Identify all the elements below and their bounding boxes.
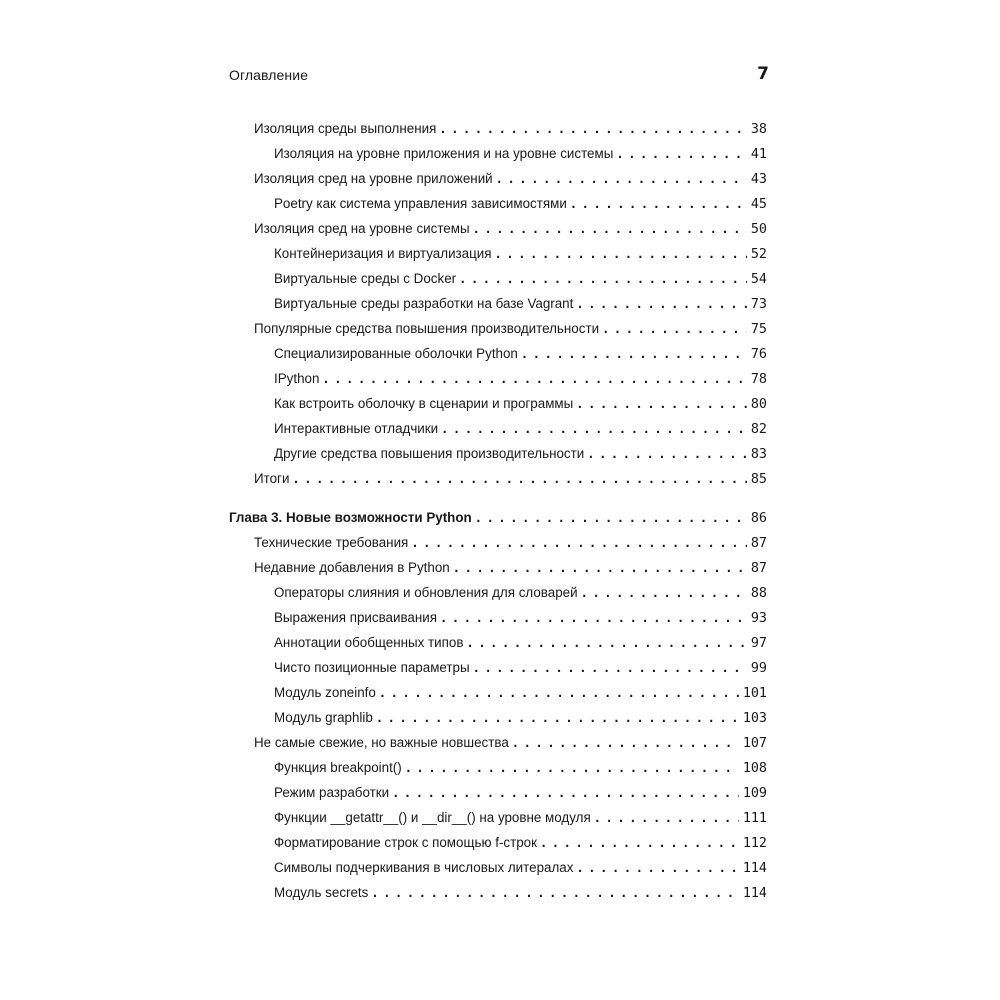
toc-entry: [254, 321, 767, 341]
toc-entry: [274, 710, 767, 730]
toc-dot-leader: [521, 347, 747, 361]
toc-entry-title: Другие средства повышения производительности: [274, 446, 585, 461]
toc-entry-title: Операторы слияния и обновления для словарей: [274, 585, 578, 600]
toc-entry: [274, 810, 767, 830]
toc-dot-leader: [496, 172, 747, 186]
toc-entry-title: Изоляция сред на уровне приложений: [254, 171, 493, 186]
toc-entry: [254, 535, 767, 555]
toc-dot-leader: [473, 661, 747, 675]
toc-entry: [254, 171, 767, 191]
toc-entry-page: 87: [750, 561, 767, 576]
toc-dot-leader: [411, 536, 747, 550]
toc-entry-page: 114: [742, 861, 767, 876]
toc-entry: [274, 296, 767, 316]
toc-entry: [274, 585, 767, 605]
toc-entry-page: 41: [750, 147, 767, 162]
toc-entry-page: 43: [750, 172, 767, 187]
toc-entry-title: Функции __getattr__() и __dir__() на уровне модуля: [274, 810, 591, 825]
toc-entry-title: Poetry как система управления зависимостями: [274, 196, 567, 211]
toc-entry: [274, 196, 767, 216]
toc-entry-page: 103: [742, 711, 767, 726]
toc-entry-title: Изоляция сред на уровне системы: [254, 221, 470, 236]
toc-dot-leader: [392, 786, 739, 800]
toc-entry-title: Контейнеризация и виртуализация: [274, 246, 492, 261]
toc-entry-title: Не самые свежие, но важные новшества: [254, 735, 509, 750]
toc-entry-page: 54: [750, 272, 767, 287]
toc-entry: [274, 660, 767, 680]
toc-dot-leader: [576, 861, 738, 875]
toc-dot-leader: [405, 761, 739, 775]
toc-entry-page: 93: [750, 611, 767, 626]
running-title: Оглавление: [229, 67, 309, 83]
toc-entry: [274, 396, 767, 416]
toc-entry-page: 75: [750, 322, 767, 337]
toc-entry-title: Изоляция на уровне приложения и на уровне системы: [274, 146, 614, 161]
toc-entry: [274, 860, 767, 880]
toc-entry-title: Модуль secrets: [274, 885, 369, 900]
toc-entry-title: Режим разработки: [274, 785, 390, 800]
toc-entry: [274, 346, 767, 366]
toc-entry-page: 45: [750, 197, 767, 212]
toc-entry-page: 109: [742, 786, 767, 801]
toc-entry-page: 87: [750, 536, 767, 551]
toc-entry-page: 76: [750, 347, 767, 362]
toc-dot-leader: [576, 297, 747, 311]
toc-entry: [274, 146, 767, 166]
toc-dot-leader: [441, 422, 747, 436]
toc-dot-leader: [459, 272, 747, 286]
toc-dot-leader: [540, 836, 739, 850]
toc-entry-page: 50: [750, 222, 767, 237]
toc-entry-page: 86: [750, 511, 767, 526]
toc-entry-page: 88: [750, 586, 767, 601]
toc-dot-leader: [439, 122, 747, 136]
toc-entry-title: Функция breakpoint(): [274, 760, 402, 775]
toc-dot-leader: [376, 711, 739, 725]
toc-dot-leader: [602, 322, 747, 336]
toc-dot-leader: [570, 197, 747, 211]
toc-entry-page: 38: [750, 122, 767, 137]
toc-entry-page: 111: [742, 811, 767, 826]
toc-entry: [274, 835, 767, 855]
toc-entry: [274, 785, 767, 805]
toc-entry: [254, 121, 767, 141]
toc-entry-title: IPython: [274, 371, 320, 386]
toc-entry-title: Интерактивные отладчики: [274, 421, 439, 436]
toc-entry-page: 97: [750, 636, 767, 651]
toc-entry: [274, 246, 767, 266]
toc-entry-title: Модуль graphlib: [274, 710, 373, 725]
toc-entry-title: Аннотации обобщенных типов: [274, 635, 464, 650]
toc-entry-title: Символы подчеркивания в числовых литералах: [274, 860, 574, 875]
toc-entry-page: 108: [742, 761, 767, 776]
toc-entry-title: Модуль zoneinfo: [274, 685, 376, 700]
running-head: [229, 64, 769, 88]
toc-chapter-entry: [229, 510, 767, 530]
toc-dot-leader: [512, 736, 739, 750]
toc-dot-leader: [466, 636, 746, 650]
toc-entry-page: 114: [742, 886, 767, 901]
toc-entry-title: Чисто позиционные параметры: [274, 660, 470, 675]
toc-dot-leader: [475, 511, 747, 525]
toc-dot-leader: [371, 886, 738, 900]
toc-dot-leader: [616, 147, 747, 161]
toc-entry-title: Глава 3. Новые возможности Python: [229, 510, 472, 525]
toc-entry: [254, 471, 767, 491]
toc-entry-page: 112: [742, 836, 767, 851]
toc-entry-title: Выражения присваивания: [274, 610, 438, 625]
toc-entry-title: Форматирование строк с помощью f-строк: [274, 835, 537, 850]
toc-entry-title: Специализированные оболочки Python: [274, 346, 518, 361]
toc-entry: [274, 446, 767, 466]
toc-dot-leader: [473, 222, 747, 236]
toc-entry-title: Итоги: [254, 471, 290, 486]
toc-entry-page: 99: [750, 661, 767, 676]
toc-entry: [274, 371, 767, 391]
toc-entry: [274, 271, 767, 291]
toc-dot-leader: [576, 397, 747, 411]
toc-entry-page: 78: [750, 372, 767, 387]
toc-entry-page: 101: [742, 686, 767, 701]
toc-entry-page: 52: [750, 247, 767, 262]
page-number: 7: [757, 64, 769, 84]
toc-entry-page: 80: [750, 397, 767, 412]
toc-entry-page: 73: [750, 297, 767, 312]
toc-entry: [274, 421, 767, 441]
toc-dot-leader: [322, 372, 746, 386]
toc-dot-leader: [453, 561, 747, 575]
toc-entry: [254, 221, 767, 241]
toc-entry: [274, 885, 767, 905]
toc-entry: [274, 685, 767, 705]
toc-dot-leader: [440, 611, 747, 625]
toc-dot-leader: [292, 472, 746, 486]
toc-entry-title: Изоляция среды выполнения: [254, 121, 437, 136]
toc-entry: [274, 635, 767, 655]
toc-dot-leader: [495, 247, 747, 261]
toc-entry: [274, 760, 767, 780]
toc-entry-title: Недавние добавления в Python: [254, 560, 450, 575]
toc-dot-leader: [379, 686, 739, 700]
toc-entry-page: 82: [750, 422, 767, 437]
toc-entry-title: Виртуальные среды с Docker: [274, 271, 457, 286]
toc-dot-leader: [594, 811, 739, 825]
toc-entry-title: Как встроить оболочку в сценарии и программы: [274, 396, 574, 411]
toc-entry-page: 85: [750, 472, 767, 487]
toc-entry-page: 83: [750, 447, 767, 462]
toc-dot-leader: [587, 447, 747, 461]
toc-entry-title: Технические требования: [254, 535, 409, 550]
toc-entry: [254, 560, 767, 580]
toc-entry: [274, 610, 767, 630]
toc-entry-title: Виртуальные среды разработки на базе Vagrant: [274, 296, 574, 311]
toc-dot-leader: [581, 586, 747, 600]
toc-entry: [254, 735, 767, 755]
toc-entry-title: Популярные средства повышения производительности: [254, 321, 600, 336]
toc-entry-page: 107: [742, 736, 767, 751]
